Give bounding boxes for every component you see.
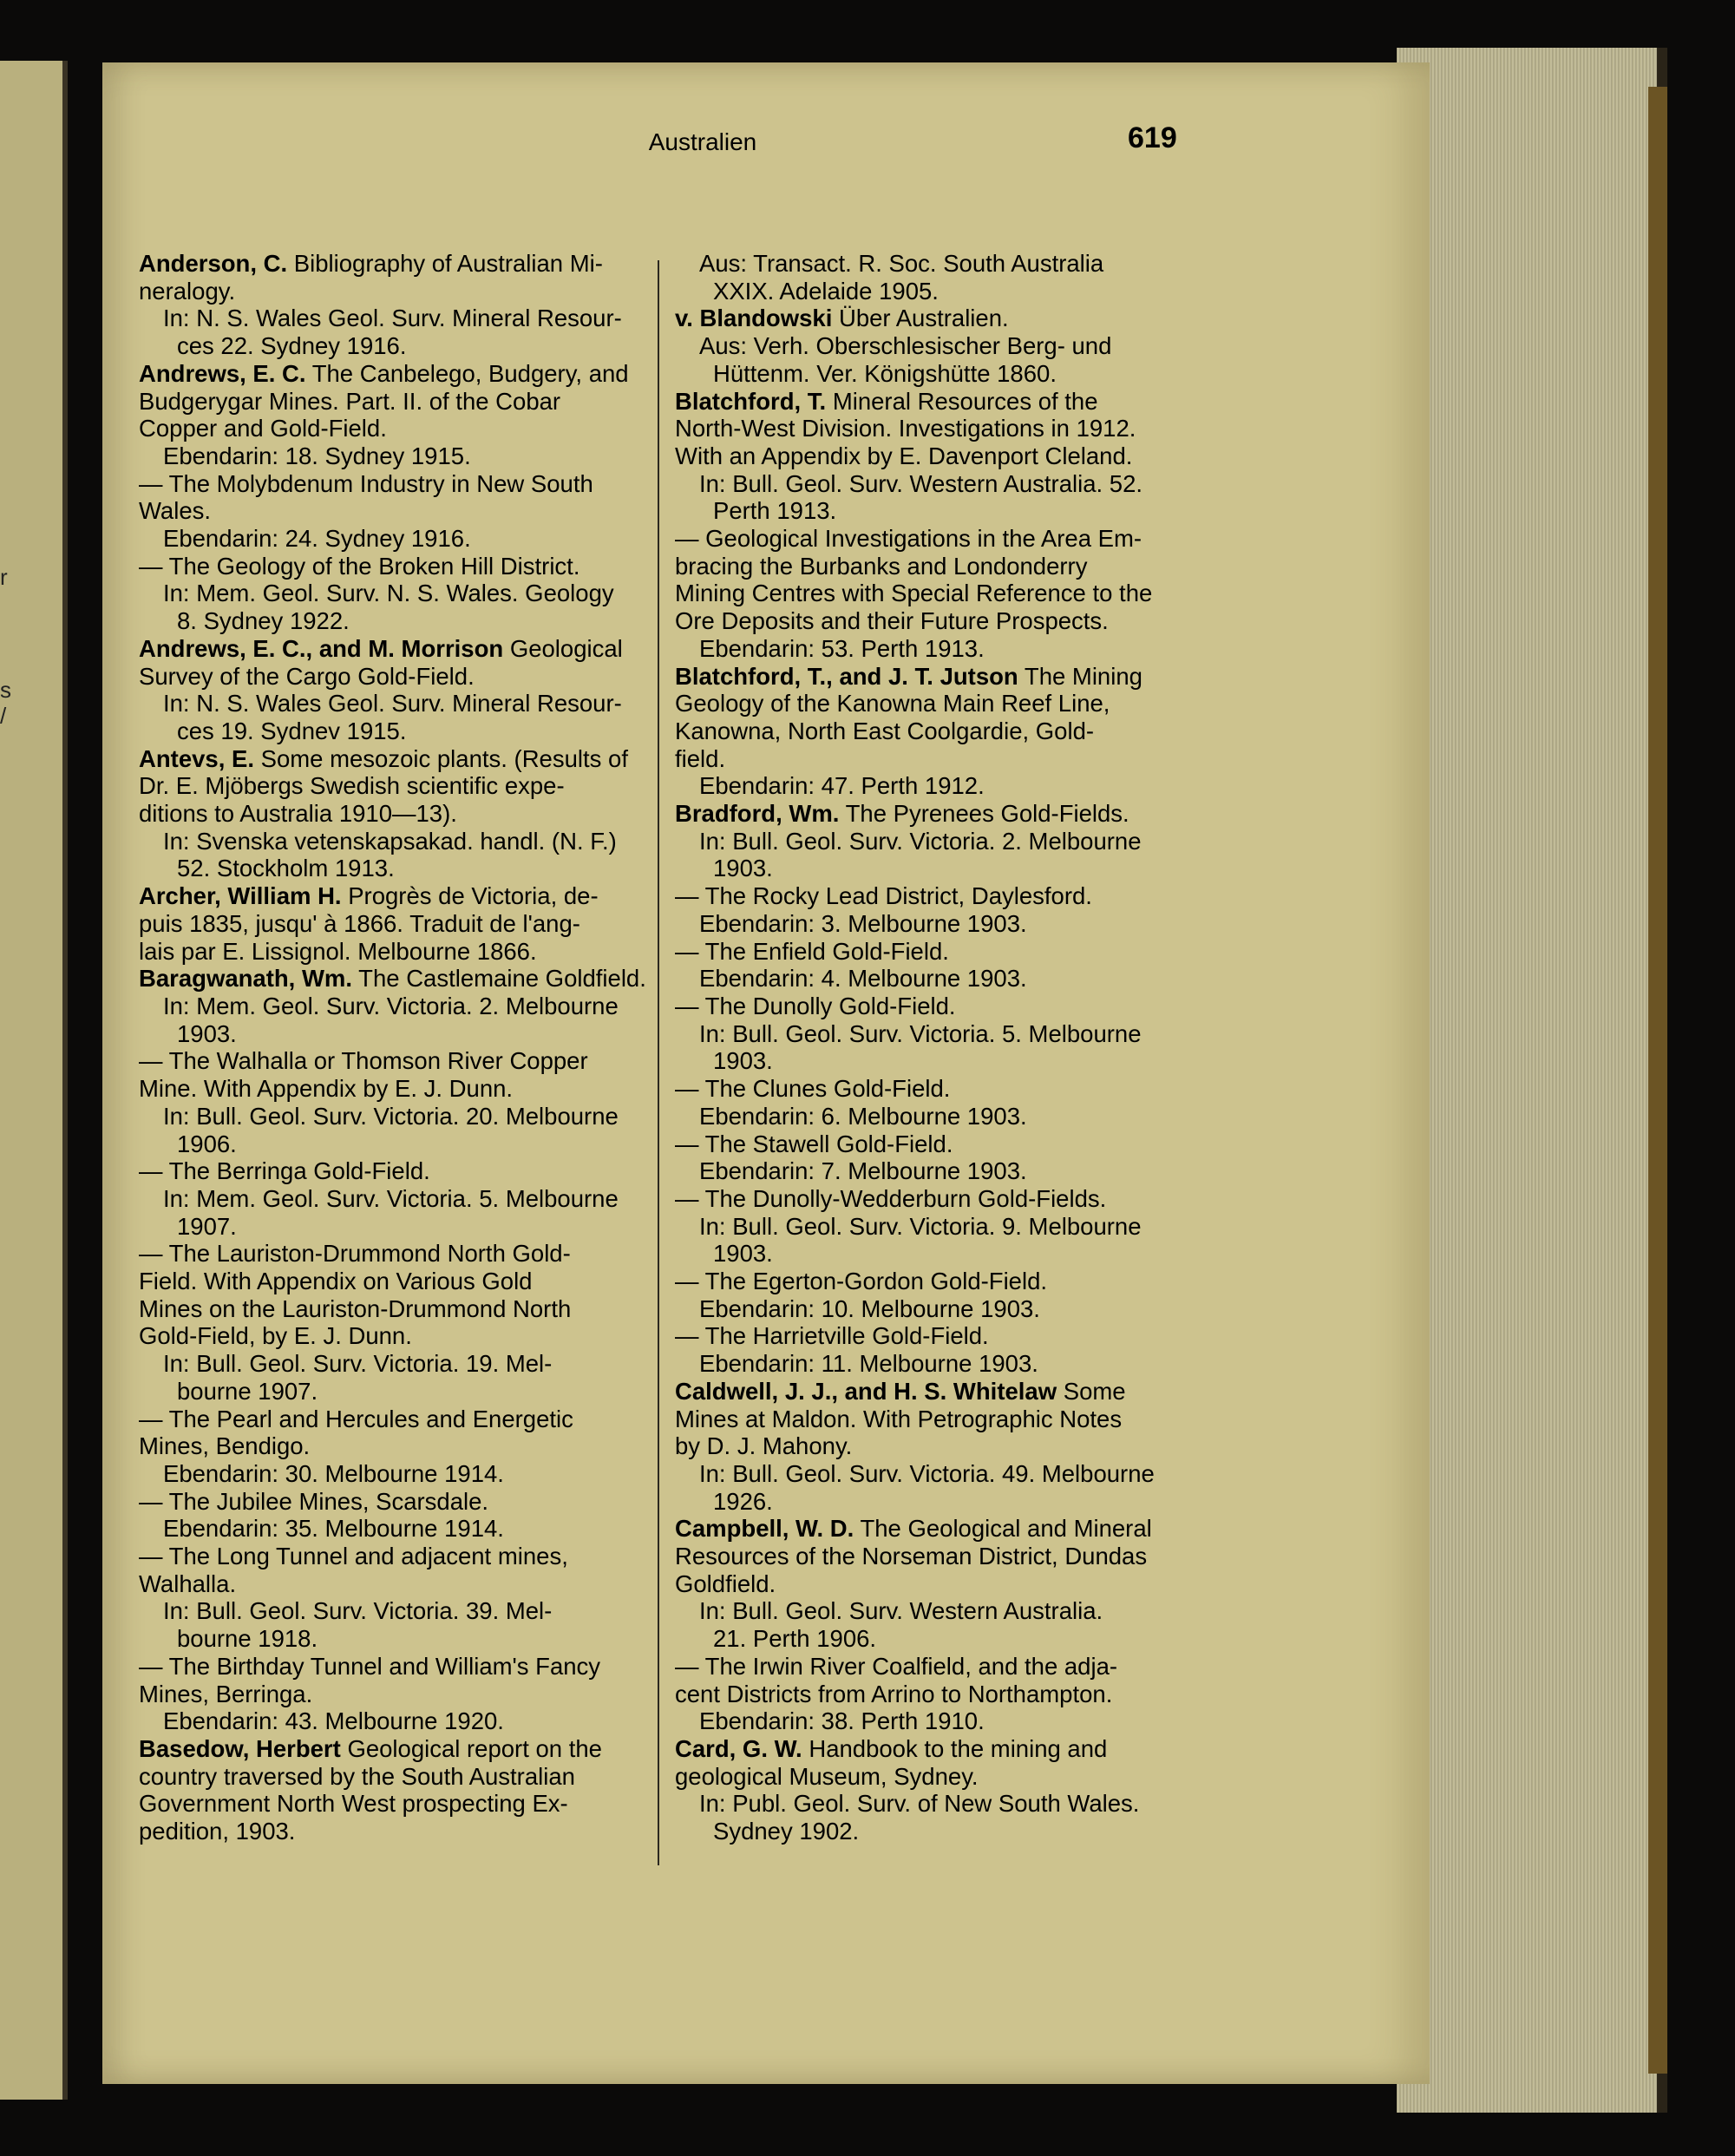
- entry-first-line: [139, 1488, 659, 1516]
- entry-first-line: [139, 1157, 659, 1185]
- entry-first-line: [675, 882, 1195, 910]
- entry-first-line: [139, 1047, 659, 1075]
- entry-first-line: [675, 305, 1195, 332]
- entry-title-line: Geological Investigations in the Area Em-: [705, 525, 1142, 553]
- entry-title-line: With an Appendix by E. Davenport Cleland.: [675, 442, 1133, 469]
- entry-title-line: Resources of the Norseman District, Dundas: [675, 1543, 1148, 1570]
- entry-title-line: Mineral Resources of the: [832, 387, 1098, 415]
- entry-source-line: In: N. S. Wales Geol. Surv. Mineral Resour-: [163, 305, 622, 332]
- entry-source-line: 1903.: [177, 1019, 237, 1047]
- bibliography-entry: [139, 1047, 659, 1157]
- entry-author: —: [675, 1075, 699, 1103]
- entry-title-line: The Walhalla or Thomson River Copper: [168, 1047, 588, 1075]
- bibliography-entry: [675, 525, 1195, 663]
- entry-title-line: Goldfield.: [675, 1569, 776, 1597]
- entry-title-line: The Dunolly-Wedderburn Gold-Fields.: [704, 1184, 1107, 1212]
- entry-first-line: [139, 1735, 659, 1763]
- bibliography-entry: [139, 470, 659, 553]
- bibliography-entry: [675, 305, 1195, 387]
- entry-first-line: [139, 635, 659, 663]
- entry-source-line: Ebendarin: 38. Perth 1910.: [699, 1707, 985, 1735]
- entry-source-line: In: Bull. Geol. Surv. Victoria. 49. Melbourne: [699, 1459, 1155, 1487]
- bibliography-entry: [675, 250, 1195, 305]
- entry-first-line: [139, 1240, 659, 1268]
- entry-source-line: Aus: Transact. R. Soc. South Australia: [699, 250, 1104, 277]
- entry-author: —: [139, 1240, 163, 1268]
- bibliography-entry: [139, 360, 659, 470]
- entry-title-line: Mines, Bendigo.: [139, 1432, 311, 1460]
- bibliography-entry: [675, 800, 1195, 882]
- entry-source-line: bourne 1918.: [177, 1625, 318, 1653]
- left-column: [139, 250, 659, 1845]
- entry-author: —: [139, 552, 163, 580]
- bibliography-entry: [139, 745, 659, 883]
- entry-source-line: 52. Stockholm 1913.: [177, 855, 395, 882]
- entry-source-line: In: Bull. Geol. Surv. Victoria. 20. Melbourne: [163, 1102, 619, 1130]
- margin-char: /: [0, 703, 7, 729]
- entry-first-line: [675, 1268, 1195, 1295]
- entry-source-line: Ebendarin: 18. Sydney 1915.: [163, 442, 471, 469]
- facing-page-edge: [0, 61, 68, 2100]
- entry-author: Antevs, E.: [139, 744, 254, 772]
- entry-title-line: Mining Centres with Special Reference to the: [675, 580, 1153, 607]
- entry-title-line: Handbook to the mining and: [809, 1734, 1108, 1762]
- entry-title-line: The Birthday Tunnel and William's Fancy: [168, 1652, 601, 1680]
- entry-title-line: Gold-Field, by E. J. Dunn.: [139, 1322, 412, 1350]
- entry-source-line: In: Mem. Geol. Surv. Victoria. 5. Melbourne: [163, 1184, 619, 1212]
- entry-title-line: The Long Tunnel and adjacent mines,: [168, 1543, 568, 1570]
- bibliography-entry: [139, 1488, 659, 1543]
- entry-source-line: In: Mem. Geol. Surv. N. S. Wales. Geology: [163, 580, 614, 607]
- entry-title-line: The Harrietville Gold-Field.: [704, 1322, 989, 1350]
- entry-author: Blatchford, T., and J. T. Jutson: [675, 662, 1018, 690]
- entry-title-line: Bibliography of Australian Mi-: [293, 250, 603, 277]
- entry-source-line: In: Mem. Geol. Surv. Victoria. 2. Melbourne: [163, 992, 619, 1019]
- entry-first-line: [675, 663, 1195, 691]
- entry-author: —: [139, 469, 163, 497]
- entry-title-line: country traversed by the South Australian: [139, 1762, 575, 1790]
- bibliography-entry: [139, 1157, 659, 1240]
- entry-title-line: Geological report on the: [347, 1734, 602, 1762]
- entry-title-line: field.: [675, 744, 726, 772]
- bibliography-entry: [675, 388, 1195, 526]
- entry-source-line: Sydney 1902.: [713, 1818, 860, 1845]
- entry-title-line: The Clunes Gold-Field.: [704, 1075, 951, 1103]
- entry-first-line: [139, 360, 659, 388]
- margin-char: r: [0, 564, 8, 590]
- entry-title-line: The Dunolly Gold-Field.: [704, 992, 956, 1019]
- entry-title-line: geological Museum, Sydney.: [675, 1762, 979, 1790]
- bibliography-entry: [139, 635, 659, 745]
- entry-first-line: [675, 800, 1195, 828]
- entry-title-line: Mines at Maldon. With Petrographic Notes: [675, 1405, 1123, 1432]
- entry-first-line: [675, 1130, 1195, 1158]
- entry-author: —: [139, 1652, 163, 1680]
- entry-title-line: The Berringa Gold-Field.: [168, 1157, 430, 1185]
- page-block-edges: [1397, 48, 1667, 2113]
- entry-source-line: 1906.: [177, 1130, 237, 1157]
- entry-source-line: Perth 1913.: [713, 497, 837, 525]
- entry-source-line: Aus: Verh. Oberschlesischer Berg- und: [699, 332, 1112, 360]
- entry-first-line: [675, 1322, 1195, 1350]
- entry-title-line: puis 1835, jusqu' à 1866. Traduit de l'ang-: [139, 909, 580, 937]
- entry-source-line: Ebendarin: 30. Melbourne 1914.: [163, 1459, 504, 1487]
- bibliography-entry: [675, 1653, 1195, 1735]
- entry-first-line: [139, 882, 659, 910]
- entry-first-line: [675, 1735, 1195, 1763]
- bibliography-entry: [139, 1735, 659, 1845]
- entry-title-line: The Geological and Mineral: [860, 1515, 1152, 1543]
- page-number: 619: [1128, 121, 1177, 154]
- entry-title-line: lais par E. Lissignol. Melbourne 1866.: [139, 937, 537, 965]
- entry-source-line: Ebendarin: 53. Perth 1913.: [699, 634, 985, 662]
- entry-author: —: [139, 1405, 163, 1432]
- bibliography-entry: [675, 993, 1195, 1075]
- entry-first-line: [139, 553, 659, 580]
- entry-title-line: Survey of the Cargo Gold-Field.: [139, 662, 475, 690]
- entry-source-line: Ebendarin: 47. Perth 1912.: [699, 772, 985, 800]
- entry-author: —: [675, 525, 699, 553]
- entry-title-line: The Pearl and Hercules and Energetic: [168, 1405, 573, 1432]
- entry-first-line: [675, 388, 1195, 416]
- entry-source-line: In: Bull. Geol. Surv. Western Australia. 52.: [699, 469, 1143, 497]
- entry-title-line: The Geology of the Broken Hill District.: [168, 552, 580, 580]
- entry-title-line: neralogy.: [139, 277, 236, 305]
- bibliography-entry: [675, 663, 1195, 801]
- entry-author: Basedow, Herbert: [139, 1734, 341, 1762]
- entry-title-line: bracing the Burbanks and Londonderry: [675, 552, 1088, 580]
- bibliography-entry: [675, 1268, 1195, 1322]
- entry-title-line: Copper and Gold-Field.: [139, 415, 387, 442]
- entry-source-line: Ebendarin: 43. Melbourne 1920.: [163, 1707, 504, 1735]
- entry-title-line: ditions to Australia 1910—13).: [139, 800, 457, 828]
- entry-title-line: The Egerton-Gordon Gold-Field.: [704, 1268, 1048, 1295]
- entry-author: Card, G. W.: [675, 1734, 802, 1762]
- entry-first-line: [675, 938, 1195, 966]
- entry-first-line: [139, 1653, 659, 1681]
- entry-title-line: Kanowna, North East Coolgardie, Gold-: [675, 717, 1095, 744]
- entry-author: —: [139, 1487, 163, 1515]
- entry-source-line: In: Bull. Geol. Surv. Victoria. 2. Melbourne: [699, 827, 1142, 855]
- bibliography-entry: [139, 1653, 659, 1735]
- entry-first-line: [139, 965, 659, 993]
- entry-title-line: The Rocky Lead District, Daylesford.: [704, 882, 1092, 910]
- entry-author: Archer, William H.: [139, 882, 342, 910]
- entry-author: —: [675, 1268, 699, 1295]
- entry-title-line: Government North West prospecting Ex-: [139, 1790, 568, 1818]
- entry-source-line: In: Bull. Geol. Surv. Victoria. 5. Melbourne: [699, 1019, 1142, 1047]
- entry-source-line: Ebendarin: 35. Melbourne 1914.: [163, 1515, 504, 1543]
- entry-source-line: Hüttenm. Ver. Königshütte 1860.: [713, 359, 1057, 387]
- bibliography-entry: [139, 1240, 659, 1405]
- entry-author: Caldwell, J. J., and H. S. Whitelaw: [675, 1377, 1057, 1405]
- entry-title-line: Field. With Appendix on Various Gold: [139, 1268, 533, 1295]
- entry-first-line: [139, 250, 659, 278]
- bibliography-entry: [675, 1735, 1195, 1845]
- entry-author: Baragwanath, Wm.: [139, 965, 353, 993]
- entry-title-line: pedition, 1903.: [139, 1818, 296, 1845]
- entry-title-line: Dr. E. Mjöbergs Swedish scientific expe-: [139, 772, 565, 800]
- entry-first-line: [675, 1185, 1195, 1213]
- entry-title-line: The Molybdenum Industry in New South: [168, 469, 593, 497]
- entry-title-line: The Jubilee Mines, Scarsdale.: [168, 1487, 489, 1515]
- entry-title-line: Geology of the Kanowna Main Reef Line,: [675, 690, 1110, 718]
- entry-author: —: [675, 937, 699, 965]
- entry-title-line: Mines on the Lauriston-Drummond North: [139, 1294, 572, 1322]
- entry-source-line: 21. Perth 1906.: [713, 1625, 877, 1653]
- entry-first-line: [675, 1075, 1195, 1103]
- column-divider: [658, 260, 659, 1865]
- bibliography-entry: [139, 553, 659, 635]
- entry-first-line: [675, 1378, 1195, 1406]
- entry-first-line: [675, 525, 1195, 553]
- entry-title-line: Ore Deposits and their Future Prospects.: [675, 607, 1109, 635]
- entry-title-line: North-West Division. Investigations in 1912.: [675, 415, 1136, 442]
- entry-source-line: ces 19. Sydnev 1915.: [177, 717, 407, 744]
- entry-title-line: Wales.: [139, 497, 212, 525]
- bibliography-entry: [675, 1322, 1195, 1377]
- entry-author: —: [675, 1322, 699, 1350]
- bibliography-entry: [139, 965, 659, 1047]
- entry-title-line: The Enfield Gold-Field.: [704, 937, 949, 965]
- entry-title-line: Some mesozoic plants. (Results of: [260, 744, 628, 772]
- bibliography-entry: [675, 1075, 1195, 1130]
- entry-author: Blatchford, T.: [675, 387, 827, 415]
- entry-first-line: [139, 470, 659, 498]
- bibliography-entry: [675, 1515, 1195, 1653]
- entry-source-line: 8. Sydney 1922.: [177, 607, 350, 635]
- bibliography-entry: [675, 938, 1195, 993]
- entry-title-line: Budgerygar Mines. Part. II. of the Cobar: [139, 387, 561, 415]
- entry-source-line: Ebendarin: 10. Melbourne 1903.: [699, 1294, 1040, 1322]
- entry-title-line: Some: [1063, 1377, 1126, 1405]
- entry-source-line: 1903.: [713, 1240, 773, 1268]
- entry-first-line: [139, 1543, 659, 1570]
- entry-source-line: 1907.: [177, 1212, 237, 1240]
- entry-title-line: Geological: [509, 634, 623, 662]
- entry-title-line: cent Districts from Arrino to Northampton.: [675, 1680, 1113, 1707]
- entry-author: —: [675, 992, 699, 1019]
- entry-source-line: 1903.: [713, 1047, 773, 1075]
- bibliography-entry: [139, 1406, 659, 1488]
- entry-title-line: The Irwin River Coalfield, and the adja-: [704, 1652, 1118, 1680]
- entry-source-line: 1903.: [713, 855, 773, 882]
- entry-source-line: Ebendarin: 3. Melbourne 1903.: [699, 909, 1027, 937]
- entry-source-line: In: Bull. Geol. Surv. Western Australia.: [699, 1597, 1103, 1625]
- entry-title-line: Über Australien.: [838, 305, 1009, 332]
- bibliography-entry: [139, 1543, 659, 1653]
- bibliography-entry: [675, 1185, 1195, 1268]
- entry-source-line: In: Bull. Geol. Surv. Victoria. 9. Melbourne: [699, 1212, 1142, 1240]
- entry-author: Andrews, E. C., and M. Morrison: [139, 634, 504, 662]
- entry-title-line: The Castlemaine Goldfield.: [358, 965, 646, 993]
- bibliography-entry: [675, 1378, 1195, 1516]
- entry-title-line: The Canbelego, Budgery, and: [311, 359, 629, 387]
- entry-source-line: 1926.: [713, 1487, 773, 1515]
- bibliography-entry: [139, 250, 659, 360]
- bibliography-entry: [675, 882, 1195, 937]
- entry-first-line: [675, 993, 1195, 1020]
- entry-author: —: [675, 1184, 699, 1212]
- entry-title-line: The Stawell Gold-Field.: [704, 1130, 953, 1157]
- entry-source-line: In: N. S. Wales Geol. Surv. Mineral Resour-: [163, 690, 622, 718]
- entry-source-line: Ebendarin: 4. Melbourne 1903.: [699, 965, 1027, 993]
- entry-author: —: [139, 1543, 163, 1570]
- entry-author: v. Blandowski: [675, 305, 833, 332]
- entry-source-line: Ebendarin: 24. Sydney 1916.: [163, 525, 471, 553]
- entry-title-line: The Pyrenees Gold-Fields.: [845, 800, 1129, 828]
- entry-source-line: In: Publ. Geol. Surv. of New South Wales.: [699, 1790, 1140, 1818]
- entry-source-line: In: Bull. Geol. Surv. Victoria. 39. Mel-: [163, 1597, 553, 1625]
- bibliography-entry: [139, 882, 659, 965]
- entry-author: —: [139, 1047, 163, 1075]
- entry-author: —: [675, 1130, 699, 1157]
- entry-source-line: bourne 1907.: [177, 1377, 318, 1405]
- entry-source-line: XXIX. Adelaide 1905.: [713, 277, 939, 305]
- entry-author: —: [675, 1652, 699, 1680]
- book-cover: [1648, 87, 1667, 2074]
- entry-source-line: Ebendarin: 6. Melbourne 1903.: [699, 1102, 1027, 1130]
- entry-title-line: The Mining: [1024, 662, 1142, 690]
- entry-source-line: Ebendarin: 11. Melbourne 1903.: [699, 1350, 1038, 1378]
- entry-author: Andrews, E. C.: [139, 359, 306, 387]
- entry-source-line: Ebendarin: 7. Melbourne 1903.: [699, 1157, 1027, 1185]
- running-head-title: Australien: [648, 128, 757, 155]
- entry-first-line: [139, 1406, 659, 1433]
- entry-source-line: In: Bull. Geol. Surv. Victoria. 19. Mel-: [163, 1350, 553, 1378]
- entry-title-line: Progrès de Victoria, de-: [348, 882, 599, 910]
- entry-title-line: by D. J. Mahony.: [675, 1432, 853, 1460]
- entry-author: —: [675, 882, 699, 910]
- entry-title-line: Mine. With Appendix by E. J. Dunn.: [139, 1075, 514, 1103]
- entry-first-line: [675, 1515, 1195, 1543]
- entry-title-line: Mines, Berringa.: [139, 1680, 313, 1707]
- entry-author: —: [139, 1157, 163, 1185]
- margin-char: s: [0, 677, 11, 703]
- entry-author: Bradford, Wm.: [675, 800, 840, 828]
- entry-first-line: [675, 1653, 1195, 1681]
- entry-title-line: Walhalla.: [139, 1569, 237, 1597]
- entry-author: Campbell, W. D.: [675, 1515, 854, 1543]
- right-column: [675, 250, 1195, 1845]
- bibliography-entry: [675, 1130, 1195, 1185]
- entry-source-line: In: Svenska vetenskapsakad. handl. (N. F.): [163, 827, 617, 855]
- entry-first-line: [139, 745, 659, 773]
- entry-title-line: The Lauriston-Drummond North Gold-: [168, 1240, 571, 1268]
- entry-source-line: ces 22. Sydney 1916.: [177, 332, 407, 360]
- entry-author: Anderson, C.: [139, 250, 288, 277]
